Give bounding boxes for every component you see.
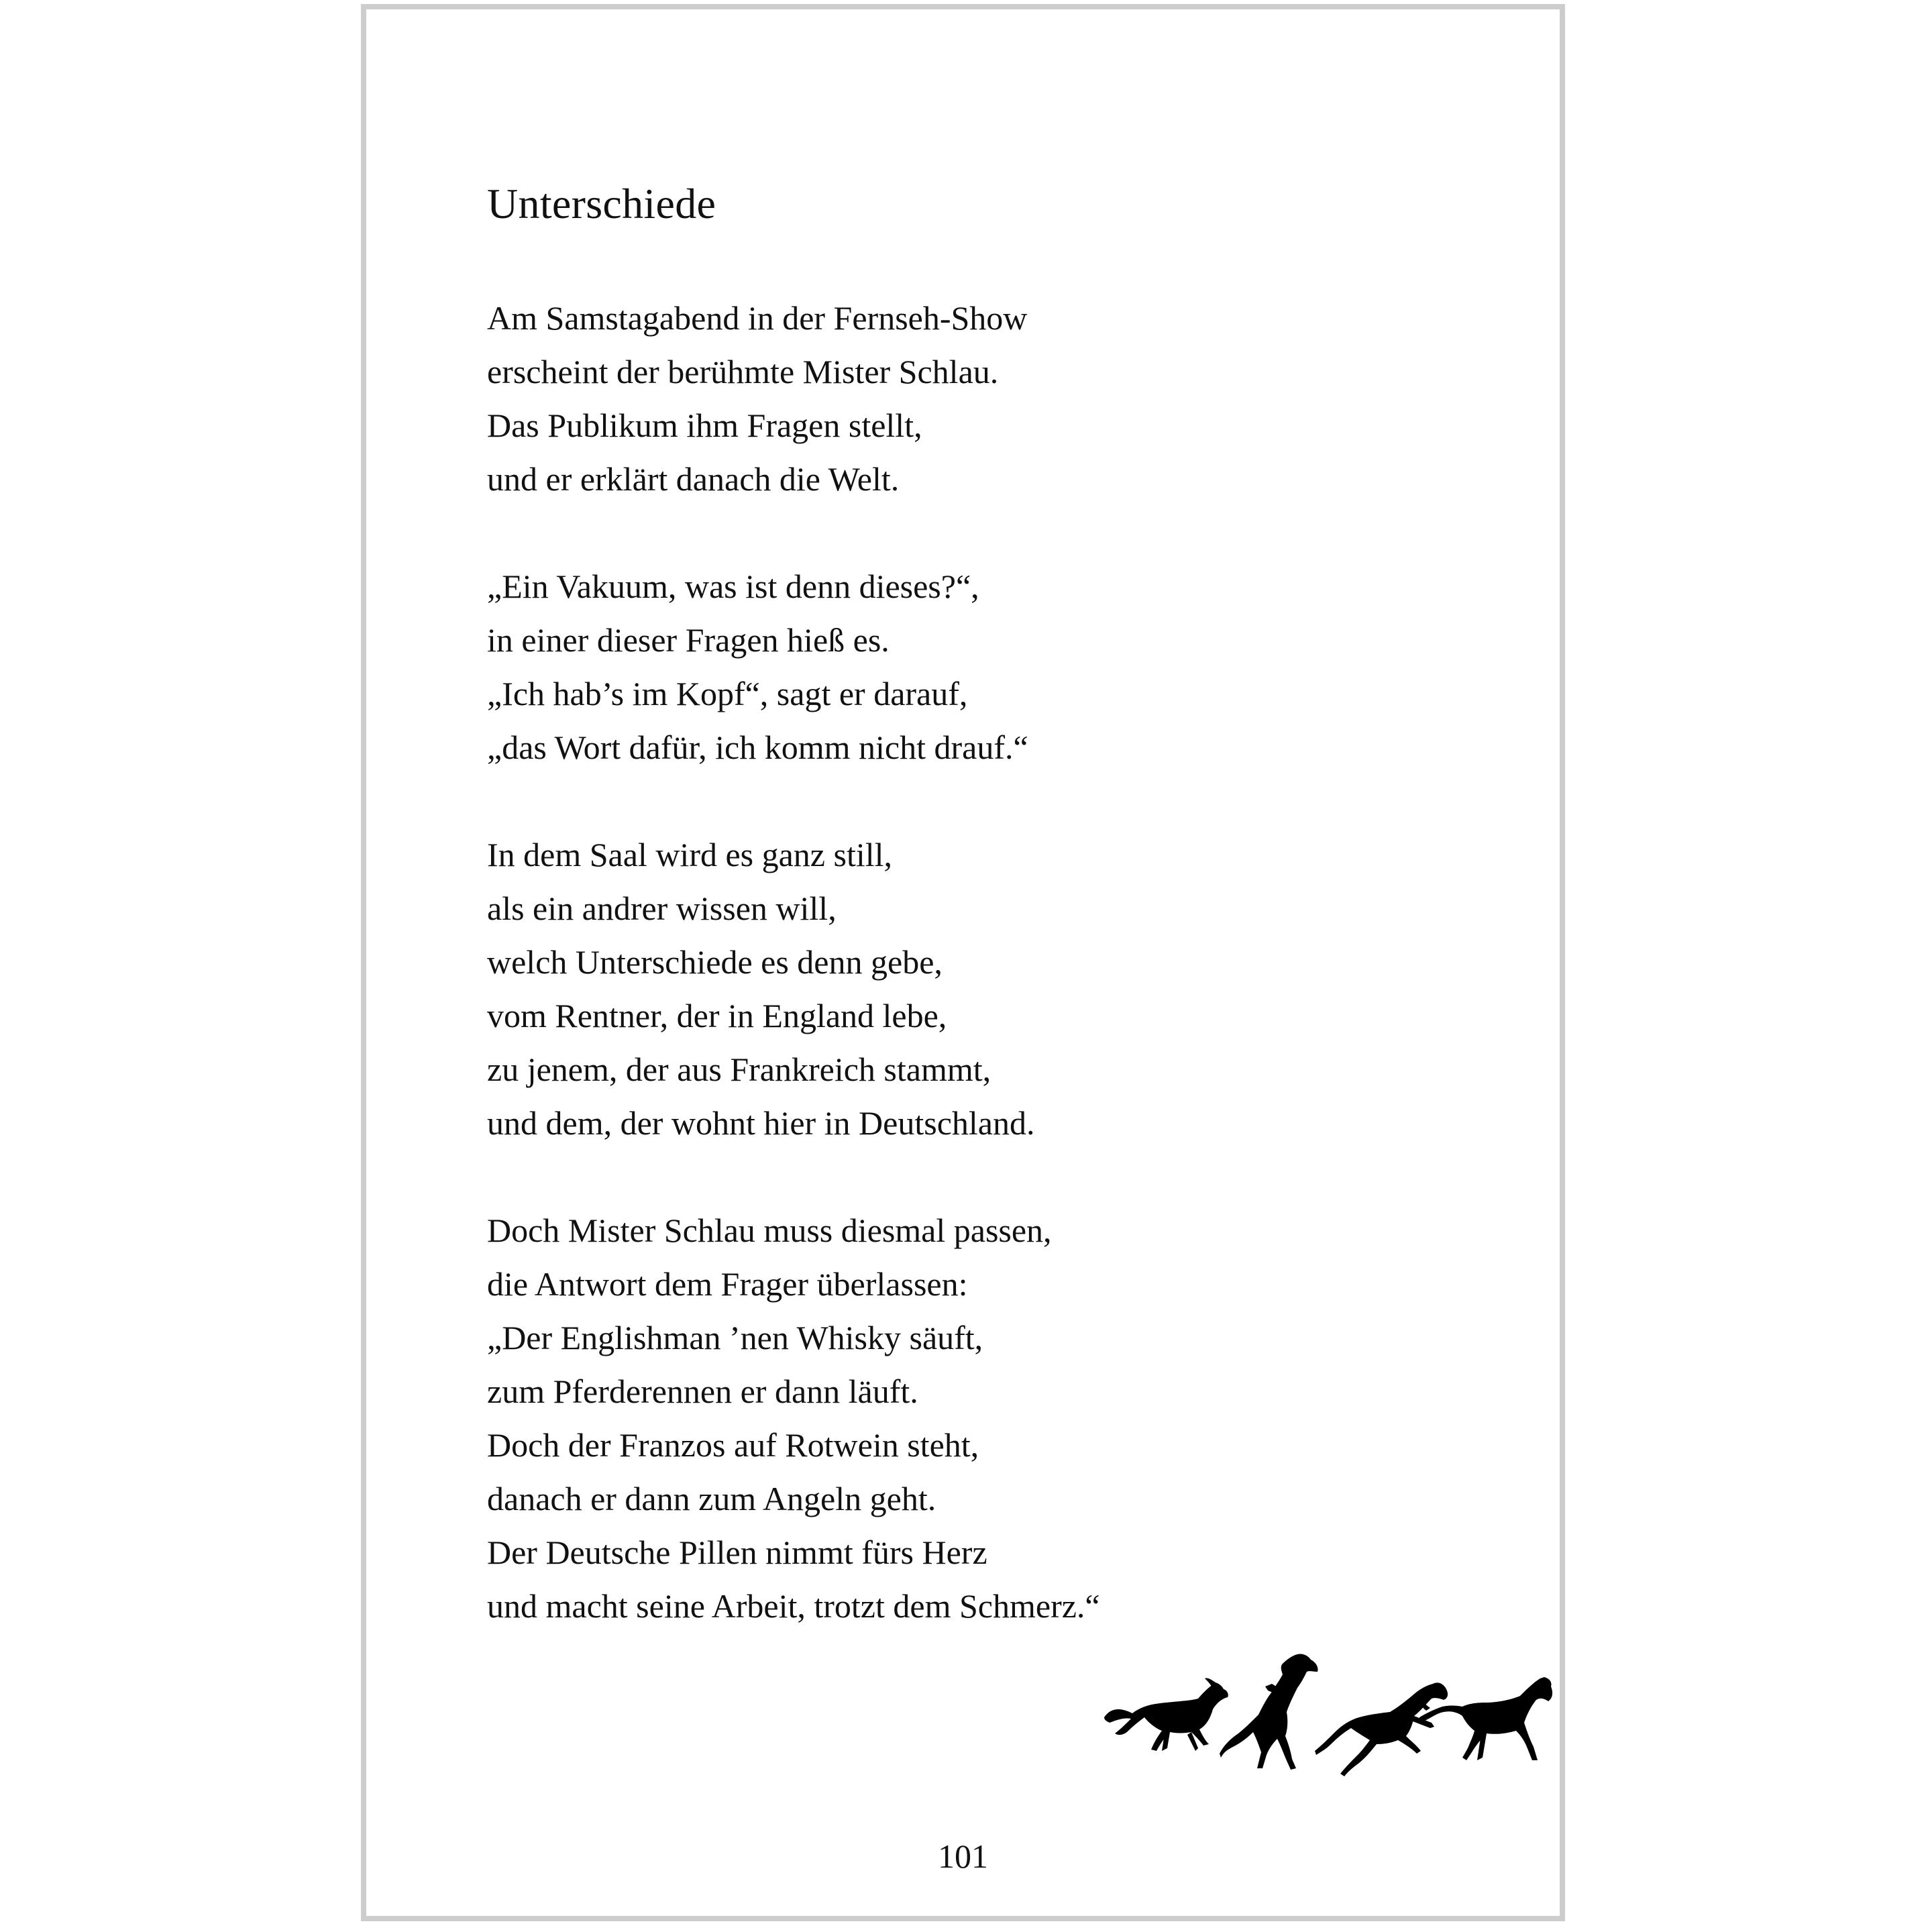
poem-line: Das Publikum ihm Fragen stellt, — [487, 407, 922, 444]
horse-leaping-icon — [1315, 1682, 1448, 1776]
poem-line: und macht seine Arbeit, trotzt dem Schmerz.“ — [487, 1587, 1100, 1625]
horses-silhouette-icon — [1097, 1650, 1554, 1784]
horse-galloping-icon — [1104, 1678, 1228, 1751]
poem-line: in einer dieser Fragen hieß es. — [487, 621, 890, 659]
poem-line: vom Rentner, der in England lebe, — [487, 997, 947, 1034]
poem-line: In dem Saal wird es ganz still, — [487, 836, 893, 873]
poem-line: welch Unterschiede es denn gebe, — [487, 943, 943, 981]
poem-line: die Antwort dem Frager überlassen: — [487, 1265, 968, 1303]
poem-line: danach er dann zum Angeln geht. — [487, 1480, 936, 1517]
poem-line: erscheint der berühmte Mister Schlau. — [487, 353, 999, 390]
poem-line: Doch Mister Schlau muss diesmal passen, — [487, 1212, 1052, 1249]
poem-body — [487, 291, 1100, 1633]
poem-title: Unterschiede — [487, 180, 716, 227]
stanza-1 — [487, 291, 1100, 506]
page-number: 101 — [938, 1837, 988, 1875]
poem-line: zum Pferderennen er dann läuft. — [487, 1373, 918, 1410]
stanza-4 — [487, 1203, 1100, 1633]
poem-line: Doch der Franzos auf Rotwein steht, — [487, 1426, 979, 1464]
poem-line: „Ein Vakuum, was ist denn dieses?“, — [487, 568, 979, 605]
poem-line: Am Samstagabend in der Fernseh-Show — [487, 299, 1028, 337]
stanza-3 — [487, 828, 1100, 1150]
poem-line: „Der Englishman ’nen Whisky säuft, — [487, 1319, 983, 1356]
book-page — [361, 4, 1565, 1921]
poem-line: und dem, der wohnt hier in Deutschland. — [487, 1104, 1035, 1142]
poem-line: „das Wort dafür, ich komm nicht drauf.“ — [487, 729, 1028, 766]
stanza-2 — [487, 559, 1100, 774]
poem-line: und er erklärt danach die Welt. — [487, 460, 900, 498]
poem-line: Der Deutsche Pillen nimmt fürs Herz — [487, 1534, 987, 1571]
poem-line: als ein andrer wissen will, — [487, 890, 837, 927]
poem-line: zu jenem, der aus Frankreich stammt, — [487, 1051, 991, 1088]
horse-rearing-icon — [1220, 1654, 1318, 1770]
poem-line: „Ich hab’s im Kopf“, sagt er darauf, — [487, 675, 968, 712]
